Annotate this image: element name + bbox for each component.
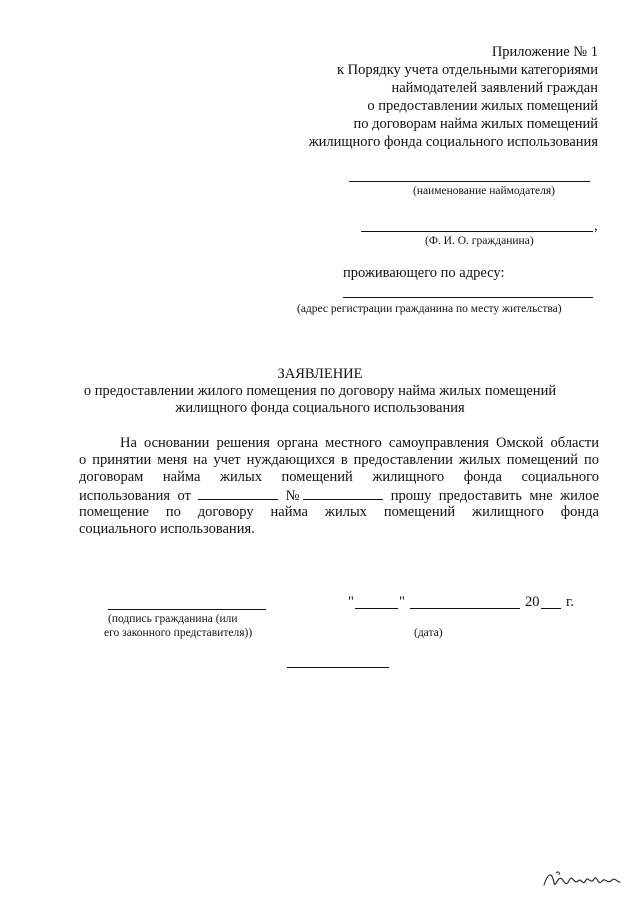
decision-date-blank[interactable]: [198, 487, 278, 500]
citizen-name-hint: (Ф. И. О. гражданина): [425, 235, 534, 247]
body-line: [79, 487, 599, 504]
signature-line[interactable]: [108, 609, 266, 610]
signature-hint: его законного представителя)): [104, 627, 253, 639]
address-hint: (адрес регистрации гражданина по месту жительства): [297, 303, 562, 315]
appendix-number: Приложение № 1: [491, 44, 598, 60]
handwritten-signature: [542, 865, 622, 895]
body-line: помещение по договору найма жилых помещений жилищного фонда: [79, 503, 599, 520]
document-subtitle: о предоставлении жилого помещения по договору найма жилых помещений: [83, 383, 557, 399]
header-line: жилищного фонда социального использования: [308, 134, 598, 150]
closing-divider: [287, 667, 389, 668]
date-quote-close: ": [399, 594, 405, 610]
header-line: по договорам найма жилых помещений: [353, 116, 598, 132]
body-line: На основании решения органа местного самоуправления Омской области: [120, 435, 599, 451]
landlord-name-hint: (наименование наймодателя): [413, 185, 555, 197]
header-line: о предоставлении жилых помещений: [367, 98, 598, 114]
date-day-blank[interactable]: [355, 608, 398, 609]
decision-number-blank[interactable]: [303, 487, 383, 500]
body-text: использования от: [79, 487, 191, 504]
body-line: договорам найма жилых помещений жилищного фонда социального: [79, 469, 599, 486]
number-sign: №: [285, 487, 304, 504]
date-month-blank[interactable]: [410, 608, 520, 609]
date-year-prefix: 20: [525, 594, 540, 610]
date-year-suffix: г.: [566, 594, 574, 610]
header-line: к Порядку учета отдельными категориями: [337, 62, 598, 78]
application-body: [79, 435, 599, 538]
citizen-name-line[interactable]: [361, 231, 593, 232]
citizen-name-comma: ,: [594, 218, 598, 234]
signature-hint: (подпись гражданина (или: [108, 613, 238, 625]
body-text: прошу предоставить мне жилое: [390, 487, 600, 504]
date-quote-open: ": [348, 594, 354, 610]
residing-label: проживающего по адресу:: [343, 265, 505, 281]
header-line: наймодателей заявлений граждан: [391, 80, 598, 96]
body-line: социального использования.: [79, 520, 255, 537]
document-subtitle: жилищного фонда социального использования: [175, 400, 465, 416]
document-title: ЗАЯВЛЕНИЕ: [277, 366, 363, 382]
date-hint: (дата): [414, 627, 443, 639]
address-line[interactable]: [343, 297, 593, 298]
body-line: о принятии меня на учет нуждающихся в предоставлении жилых помещений по: [79, 452, 599, 469]
date-year-blank[interactable]: [541, 608, 561, 609]
landlord-name-line[interactable]: [349, 181, 590, 182]
